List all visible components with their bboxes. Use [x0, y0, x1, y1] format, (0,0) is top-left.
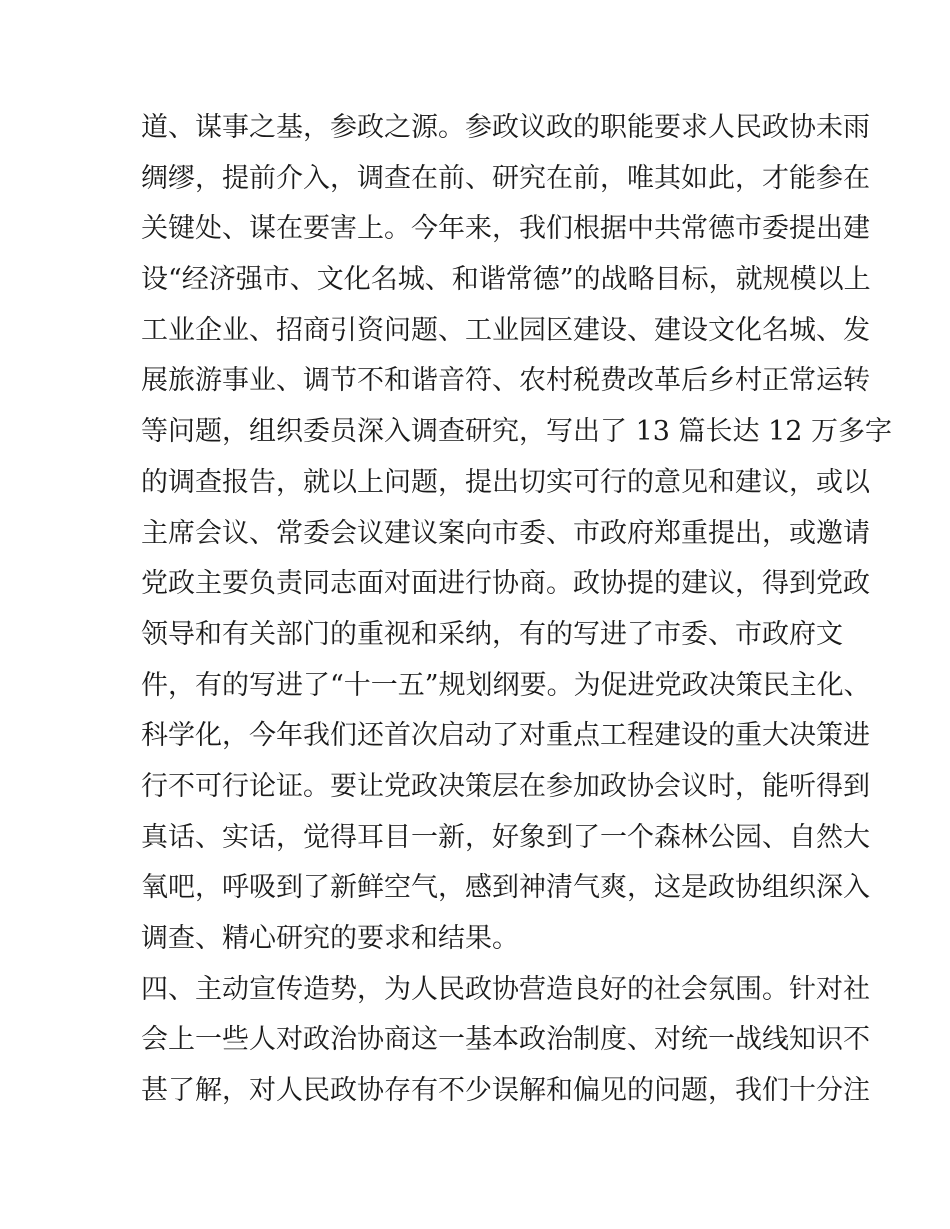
- text-line-8: 的调查报告，就以上问题，提出切实可行的意见和建议，或以: [141, 466, 870, 498]
- text-line-4: 设“经济强市、文化名城、和谐常德”的战略目标，就规模以上: [141, 264, 871, 296]
- text-line-10: 党政主要负责同志面对面进行协商。政协提的建议，得到党政: [141, 568, 870, 600]
- text-line-17: 调查、精心研究的要求和结果。: [141, 923, 519, 954]
- text-line-14: 行不可行论证。要让党政决策层在参加政协会议时，能听得到: [141, 770, 870, 802]
- text-line-16: 氧吧，呼吸到了新鲜空气，感到神清气爽，这是政协组织深入: [141, 872, 870, 904]
- text-line-5: 工业企业、招商引资问题、工业园区建设、建设文化名城、发: [141, 314, 870, 346]
- text-line-19: 会上一些人对政治协商这一基本政治制度、对统一战线知识不: [141, 1024, 870, 1056]
- text-line-1: 道、谋事之基，参政之源。参政议政的职能要求人民政协未雨: [141, 112, 870, 143]
- text-line-2: 绸缪，提前介入，调查在前、研究在前，唯其如此，才能参在: [141, 162, 870, 194]
- text-line-7: 等问题，组织委员深入调查研究，写出了 13 篇长达 12 万多字: [141, 416, 893, 448]
- body-text: [141, 103, 893, 1117]
- text-line-13: 科学化，今年我们还首次启动了对重点工程建设的重大决策进: [141, 720, 870, 752]
- text-line-3: 关键处、谋在要害上。今年来，我们根据中共常德市委提出建: [141, 213, 870, 245]
- text-line-9: 主席会议、常委会议建议案向市委、市政府郑重提出，或邀请: [141, 517, 870, 549]
- text-line-12: 件，有的写进了“十一五”规划纲要。为促进党政决策民主化、: [141, 669, 871, 701]
- text-line-11: 领导和有关部门的重视和采纳，有的写进了市委、市政府文: [141, 618, 843, 650]
- text-line-20: 甚了解，对人民政协存有不少误解和偏见的问题，我们十分注: [141, 1075, 870, 1107]
- text-line-15: 真话、实话，觉得耳目一新，好象到了一个森林公园、自然大: [141, 821, 870, 853]
- text-line-6: 展旅游事业、调节不和谐音符、农村税费改革后乡村正常运转: [141, 365, 870, 397]
- text-line-18: 四、主动宣传造势，为人民政协营造良好的社会氛围。针对社: [141, 973, 870, 1005]
